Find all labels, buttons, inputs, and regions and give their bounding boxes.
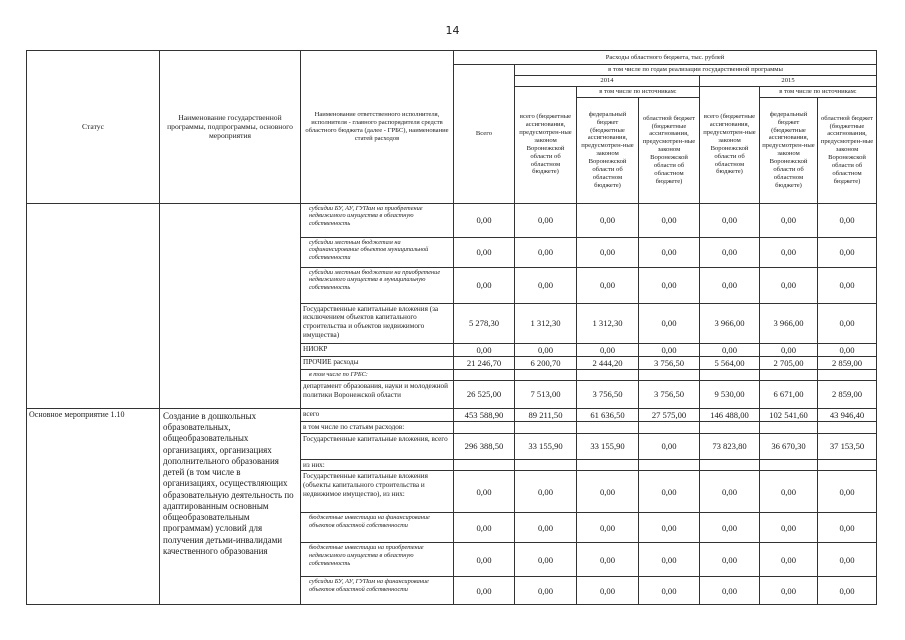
- value-2015-regional: [818, 459, 877, 471]
- header-status: Статус: [27, 51, 160, 204]
- value-2014-all: 89 211,50: [515, 408, 577, 421]
- row-label: всего: [301, 408, 454, 421]
- value-total: 5 278,30: [454, 303, 515, 343]
- value-2014-regional: [639, 422, 700, 434]
- event-name: Создание в дошкольных образовательных, общеобразовательных организациях, организациях дополнительного образования детей (в том числе в организациях, осуществляющих образовательную деятельность по адаптированным основным общеобразовательным программам) условий для получения детьми-инвалидами качественного образования: [160, 408, 301, 605]
- budget-table: [26, 50, 877, 605]
- value-2014-regional: 27 575,00: [639, 408, 700, 421]
- value-2015-regional: 0,00: [818, 543, 877, 577]
- value-2015-all: 146 488,00: [700, 408, 760, 421]
- value-total: 453 588,90: [454, 408, 515, 421]
- value-2015-federal: 6 671,00: [760, 380, 818, 408]
- event-status: Основное мероприятие 1.10: [27, 408, 160, 605]
- value-2015-regional: [818, 422, 877, 434]
- value-2015-federal: 0,00: [760, 513, 818, 543]
- value-2014-federal: [577, 370, 639, 381]
- value-2015-federal: 0,00: [760, 343, 818, 356]
- value-total: 0,00: [454, 513, 515, 543]
- value-2014-all: 0,00: [515, 471, 577, 513]
- header-2015-regional: областной бюджет (бюджетные ассигнования, предусмотрен-ные законом Воронежской области об областном бюджете): [818, 97, 877, 203]
- value-2015-regional: 43 946,40: [818, 408, 877, 421]
- value-2014-regional: 0,00: [639, 577, 700, 605]
- value-2014-regional: 0,00: [639, 543, 700, 577]
- value-2015-federal: 36 670,30: [760, 433, 818, 459]
- value-2015-federal: 102 541,60: [760, 408, 818, 421]
- header-year-2015: 2015: [700, 75, 877, 86]
- value-2014-federal: [577, 422, 639, 434]
- value-2015-federal: 0,00: [760, 237, 818, 267]
- value-2014-regional: 0,00: [639, 471, 700, 513]
- value-2015-all: [700, 370, 760, 381]
- table-row: [27, 203, 877, 237]
- value-2015-federal: 3 966,00: [760, 303, 818, 343]
- row-label: Государственные капитальные вложения (за исключением объектов капитального строительства и объектов недвижимого имущества): [301, 303, 454, 343]
- value-total: 0,00: [454, 343, 515, 356]
- value-2015-federal: 0,00: [760, 543, 818, 577]
- row-label: Государственные капитальные вложения (объекты капитального строительства и недвижимое имущество), из них:: [301, 471, 454, 513]
- value-total: [454, 370, 515, 381]
- header-2014-all: всего (бюджетные ассигнования, предусмотрен-ные законом Воронежской области об областном бюджете): [515, 86, 577, 203]
- value-2015-all: 0,00: [700, 203, 760, 237]
- value-2014-regional: 0,00: [639, 513, 700, 543]
- value-2014-all: 1 312,30: [515, 303, 577, 343]
- value-total: 26 525,00: [454, 380, 515, 408]
- value-2014-all: 0,00: [515, 343, 577, 356]
- value-2014-regional: 0,00: [639, 343, 700, 356]
- row-label: субсидии БУ, АУ, ГУПам на финансирование объектов областной собственности: [301, 577, 454, 605]
- value-2015-all: 3 966,00: [700, 303, 760, 343]
- value-total: 21 246,70: [454, 357, 515, 370]
- row-label: в том числе по ГРБС:: [301, 370, 454, 381]
- value-2014-federal: 3 756,50: [577, 380, 639, 408]
- value-2015-all: [700, 459, 760, 471]
- status-cell-empty: [27, 203, 160, 408]
- value-2014-all: [515, 459, 577, 471]
- value-2014-all: 0,00: [515, 577, 577, 605]
- header-2015-all: всего (бюджетные ассигнования, предусмотрен-ные законом Воронежской области об областном бюджете): [700, 86, 760, 203]
- value-total: 296 388,50: [454, 433, 515, 459]
- value-2014-all: 0,00: [515, 267, 577, 303]
- row-label: из них:: [301, 459, 454, 471]
- value-2015-federal: [760, 459, 818, 471]
- value-2015-federal: 0,00: [760, 471, 818, 513]
- value-total: 0,00: [454, 543, 515, 577]
- value-2015-regional: 0,00: [818, 237, 877, 267]
- value-2015-all: 73 823,80: [700, 433, 760, 459]
- value-2014-regional: 0,00: [639, 267, 700, 303]
- value-2015-all: 0,00: [700, 513, 760, 543]
- value-2014-all: 0,00: [515, 543, 577, 577]
- value-total: 0,00: [454, 577, 515, 605]
- header-2014-sources: в том числе по источникам:: [577, 86, 700, 97]
- header-2015-federal: федеральный бюджет (бюджетные ассигнования, предусмотрен-ные законом Воронежской области об областном бюджете): [760, 97, 818, 203]
- value-2014-all: 6 200,70: [515, 357, 577, 370]
- value-2014-federal: 2 444,20: [577, 357, 639, 370]
- header-year-2014: 2014: [515, 75, 700, 86]
- value-total: [454, 459, 515, 471]
- value-total: 0,00: [454, 267, 515, 303]
- value-2014-regional: 3 756,50: [639, 380, 700, 408]
- value-2014-all: [515, 370, 577, 381]
- value-2015-all: 0,00: [700, 343, 760, 356]
- value-2014-federal: 0,00: [577, 471, 639, 513]
- table-row: [27, 408, 877, 421]
- value-2015-federal: 2 705,00: [760, 357, 818, 370]
- page-number: 14: [445, 24, 460, 37]
- value-2014-federal: 0,00: [577, 543, 639, 577]
- value-2014-all: 0,00: [515, 513, 577, 543]
- value-2014-federal: 0,00: [577, 343, 639, 356]
- value-2015-regional: 0,00: [818, 471, 877, 513]
- header-expenses: Расходы областного бюджета, тыс. рублей: [454, 51, 877, 65]
- value-2015-regional: 0,00: [818, 303, 877, 343]
- value-2015-regional: 37 153,50: [818, 433, 877, 459]
- value-2015-all: 0,00: [700, 267, 760, 303]
- value-2014-all: 7 513,00: [515, 380, 577, 408]
- value-2014-regional: 3 756,50: [639, 357, 700, 370]
- value-2015-regional: 2 859,00: [818, 380, 877, 408]
- value-total: [454, 422, 515, 434]
- value-2015-federal: [760, 422, 818, 434]
- row-label: департамент образования, науки и молодежной политики Воронежской области: [301, 380, 454, 408]
- row-label: ПРОЧИЕ расходы: [301, 357, 454, 370]
- row-label: Государственные капитальные вложения, всего: [301, 433, 454, 459]
- value-total: 0,00: [454, 237, 515, 267]
- header-2015-sources: в том числе по источникам:: [760, 86, 877, 97]
- value-2014-federal: 0,00: [577, 237, 639, 267]
- value-2015-all: 5 564,00: [700, 357, 760, 370]
- value-2014-all: [515, 422, 577, 434]
- header-by-years: в том числе по годам реализации государственной программы: [515, 65, 877, 76]
- value-2015-all: 9 530,00: [700, 380, 760, 408]
- value-2015-all: 0,00: [700, 543, 760, 577]
- row-label: бюджетные инвестиции на приобретение недвижимого имущества в областную собственность: [301, 543, 454, 577]
- value-total: 0,00: [454, 203, 515, 237]
- value-2014-federal: [577, 459, 639, 471]
- header-total: Всего: [454, 65, 515, 204]
- row-label: в том числе по статьям расходов:: [301, 422, 454, 434]
- value-2014-regional: [639, 370, 700, 381]
- value-2014-federal: 33 155,90: [577, 433, 639, 459]
- value-2015-all: 0,00: [700, 577, 760, 605]
- value-2014-all: 33 155,90: [515, 433, 577, 459]
- value-2014-federal: 0,00: [577, 513, 639, 543]
- value-2015-all: 0,00: [700, 237, 760, 267]
- value-2015-regional: 0,00: [818, 267, 877, 303]
- value-2015-regional: [818, 370, 877, 381]
- value-2015-regional: 0,00: [818, 343, 877, 356]
- header-executor: Наименование ответственного исполнителя, исполнителя - главного распорядителя средств областного бюджета (далее - ГРБС), наименование статей расходов: [301, 51, 454, 204]
- value-2014-federal: 1 312,30: [577, 303, 639, 343]
- value-total: 0,00: [454, 471, 515, 513]
- row-label: НИОКР: [301, 343, 454, 356]
- value-2015-federal: 0,00: [760, 577, 818, 605]
- value-2015-federal: 0,00: [760, 203, 818, 237]
- value-2014-all: 0,00: [515, 237, 577, 267]
- value-2015-all: [700, 422, 760, 434]
- program-cell-empty: [160, 203, 301, 408]
- value-2014-federal: 0,00: [577, 267, 639, 303]
- value-2014-regional: 0,00: [639, 237, 700, 267]
- row-label: субсидии местным бюджетам на приобретение недвижимого имущества в муниципальную собственность: [301, 267, 454, 303]
- value-2015-regional: 0,00: [818, 203, 877, 237]
- header-program: Наименование государственной программы, подпрограммы, основного мероприятия: [160, 51, 301, 204]
- value-2015-regional: 0,00: [818, 577, 877, 605]
- value-2014-regional: 0,00: [639, 303, 700, 343]
- header-2014-regional: областной бюджет (бюджетные ассигнования, предусмотрен-ные законом Воронежской области об областном бюджете): [639, 97, 700, 203]
- row-label: субсидии БУ, АУ, ГУПам на приобретение недвижимого имущества в областную собственность: [301, 203, 454, 237]
- header-2014-federal: федеральный бюджет (бюджетные ассигнования, предусмотрен-ные законом Воронежской области об областном бюджете): [577, 97, 639, 203]
- value-2015-regional: 0,00: [818, 513, 877, 543]
- value-2014-federal: 61 636,50: [577, 408, 639, 421]
- value-2014-regional: [639, 459, 700, 471]
- value-2014-federal: 0,00: [577, 577, 639, 605]
- row-label: субсидии местным бюджетам на софинансирование объектов муниципальной собственности: [301, 237, 454, 267]
- value-2015-all: 0,00: [700, 471, 760, 513]
- value-2015-federal: 0,00: [760, 267, 818, 303]
- row-label: бюджетные инвестиции на финансирование объектов областной собственности: [301, 513, 454, 543]
- value-2014-federal: 0,00: [577, 203, 639, 237]
- value-2015-federal: [760, 370, 818, 381]
- value-2015-regional: 2 859,00: [818, 357, 877, 370]
- value-2014-regional: 0,00: [639, 203, 700, 237]
- value-2014-regional: 0,00: [639, 433, 700, 459]
- value-2014-all: 0,00: [515, 203, 577, 237]
